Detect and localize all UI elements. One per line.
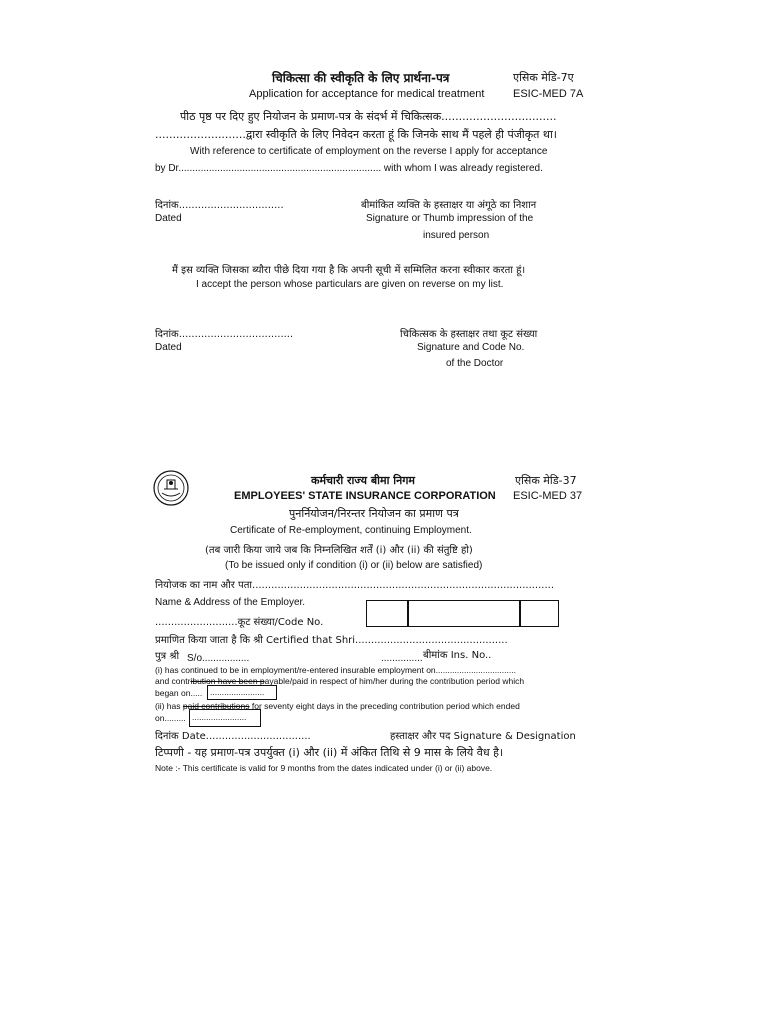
form1-dated-english: Dated — [155, 213, 182, 224]
form1-para-hindi-line1: पीठ पृष्ठ पर दिए हुए नियोजन के प्रमाण-पत्र के संदर्भ में चिकित्सक................................. — [180, 110, 557, 123]
form1-dated-hindi: दिनांक................................. — [155, 200, 284, 211]
esic-emblem-logo — [152, 469, 190, 507]
form1-dated2-english: Dated — [155, 342, 182, 353]
form1-dated2-hindi: दिनांक.................................... — [155, 329, 294, 340]
condition2-line2: on......... — [155, 713, 186, 723]
condition2-date-box[interactable]: ....................... — [189, 709, 261, 727]
condition1-line2-start: and contr — [155, 676, 191, 686]
employer-name-english: Name & Address of the Employer. — [155, 597, 306, 608]
code-number-label: ..........................कूट संख्या/Code No. — [155, 617, 324, 628]
form2-certificate-title-english: Certificate of Re-employment, continuing Employment. — [230, 525, 472, 536]
note-english: Note :- This certificate is valid for 9 months from the dates indicated under (i) or (ii) above. — [155, 763, 493, 773]
form1-para-hindi-line2: ..........................द्वारा स्वीकृति के लिए निवेदन करता हूं कि जिनके साथ मैं पहले ही पंजीकृत था। — [155, 128, 557, 141]
form1-sign-english-line1: Signature or Thumb impression of the — [366, 213, 534, 224]
form2-org-english: EMPLOYEES' STATE INSURANCE CORPORATION — [234, 490, 496, 502]
form1-code-hindi: एसिक मेडि-7ए — [513, 71, 574, 84]
form1-para-english-line1: With reference to certificate of employment on the reverse I apply for acceptance — [190, 146, 548, 157]
son-of-english: S/o................. — [187, 653, 250, 664]
form2-code-english: ESIC-MED 37 — [513, 490, 583, 502]
form1-doctor-sign-english-line1: Signature and Code No. — [417, 342, 525, 353]
form2-date-line: दिनांक Date................................. — [155, 731, 311, 742]
form2-condition-hindi: (तब जारी किया जाये जब कि निम्नलिखित शर्तें (i) और (ii) की संतुष्टि हो) — [205, 545, 473, 556]
form1-doctor-sign-english-line2: of the Doctor — [446, 358, 504, 369]
signature-designation-label: हस्ताक्षर और पद Signature & Designation — [390, 731, 576, 742]
code-box-divider — [519, 600, 521, 627]
condition2-line1-struck: paid contributions — [182, 701, 250, 711]
form1-sign-english-line2: insured person — [423, 230, 490, 241]
code-box-divider — [407, 600, 409, 627]
condition2-line1-start: (ii) has — [155, 701, 183, 711]
certified-that-line: प्रमाणित किया जाता है कि श्री Certified that Shri................................................ — [155, 635, 508, 646]
son-of-dots: ............... — [381, 653, 423, 664]
condition1-line2-struck: ibution have been p — [190, 676, 265, 686]
code-number-box[interactable] — [366, 600, 559, 627]
son-of-hindi: पुत्र श्री — [155, 651, 180, 662]
form1-title-hindi: चिकित्सा की स्वीकृति के लिए प्रार्थना-पत्र — [272, 71, 450, 85]
employer-name-hindi: नियोजक का नाम और पता............................................................................................... — [155, 580, 555, 591]
form1-code-english: ESIC-MED 7A — [513, 88, 584, 100]
form1-sign-hindi: बीमांकित व्यक्ति के हस्ताक्षर या अंगूठे का निशान — [361, 200, 537, 211]
form2-certificate-title-hindi: पुनर्नियोजन/निरन्तर नियोजन का प्रमाण पत्र — [289, 507, 459, 520]
form2-org-hindi: कर्मचारी राज्य बीमा निगम — [311, 474, 415, 487]
condition1-line1: (i) has continued to be in employment/re-entered insurable employment on.................................. — [155, 665, 516, 675]
condition1-date-box[interactable]: ....................... — [207, 685, 277, 700]
form1-para-english-line2: by Dr......................................................................... with whom I was already registered. — [155, 163, 543, 174]
form2-condition-english: (To be issued only if condition (i) or (ii) below are satisfied) — [225, 560, 483, 571]
form1-accept-english: I accept the person whose particulars are given on reverse on my list. — [196, 279, 504, 290]
form1-title-english: Application for acceptance for medical treatment — [249, 88, 485, 100]
condition1-line3: began on..... — [155, 688, 203, 698]
note-hindi: टिप्पणी - यह प्रमाण-पत्र उपर्युक्त (i) और (ii) में अंकित तिथि से 9 मास के लिये वैध है। — [155, 746, 504, 759]
form1-accept-hindi: मैं इस व्यक्ति जिसका ब्यौरा पीछे दिया गया है कि अपनी सूची में सम्मिलित करना स्वीकार करता हूं। — [172, 265, 526, 276]
condition2-line1-end: for seventy eight days in the preceding contribution period which ended — [249, 701, 520, 711]
form1-doctor-sign-hindi: चिकित्सक के हस्ताक्षर तथा कूट संख्या — [400, 329, 538, 340]
insurance-number-label: बीमांक Ins. No.. — [423, 650, 492, 661]
condition1-line2-end: ayable/paid in respect of him/her during the contribution period which — [264, 676, 525, 686]
form2-code-hindi: एसिक मेडि-37 — [515, 474, 577, 487]
